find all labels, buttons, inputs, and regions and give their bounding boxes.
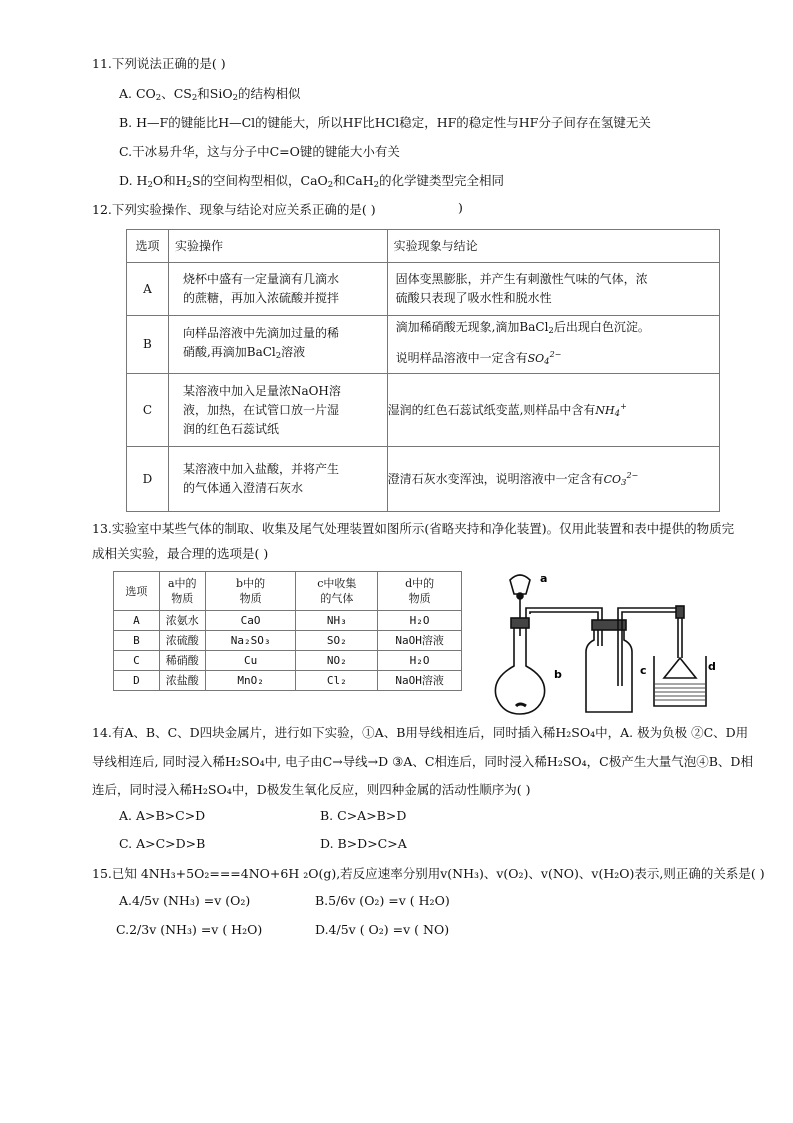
table-cell: 湿润的红色石蕊试纸变蓝,则样品中含有$NH_4^+$ [387, 374, 719, 447]
cell-line: 硫酸只表现了吸水性和脱水性 [395, 291, 552, 305]
cell-line: 的气体通入澄清石灰水 [182, 481, 303, 495]
table-header: d中的 物质 [378, 572, 462, 611]
table-row [127, 447, 720, 512]
table-row [114, 651, 462, 671]
table-cell: CaO [205, 611, 296, 631]
table-cell: C [114, 651, 160, 671]
q12-stem-close: ) [458, 200, 463, 215]
q11-stem: 11.下列说法正确的是( ) [92, 56, 226, 71]
cell-line: 某溶液中加入足量浓NaOH溶 [182, 383, 341, 398]
outlet-tube [618, 608, 682, 686]
table-cell [168, 316, 387, 374]
table-cell: 浓硫酸 [159, 631, 205, 651]
table-cell: Cl₂ [296, 671, 378, 691]
q15-stem: 15.已知 4NH₃+5O₂===4NO+6H ₂O(g),若反应速率分别用v(NH₃)、v(O₂)、v(NO)、v(H₂O)表示,则正确的关系是( ) [92, 866, 765, 881]
table-cell: H₂O [378, 651, 462, 671]
table-row [114, 611, 462, 631]
round-bottom-flask [495, 626, 544, 714]
table-header: 选项 [127, 230, 169, 263]
table-cell: B [114, 631, 160, 651]
table-row [127, 316, 720, 374]
table-cell: 浓盐酸 [159, 671, 205, 691]
q14-option-d: D. B>D>C>A [320, 836, 407, 851]
table-cell: C [127, 374, 169, 447]
ion-formula: $CO_3^{2-}$ [603, 470, 639, 488]
ion-formula: $SO_4^{2-}$ [527, 349, 562, 367]
table-cell: Na₂SO₃ [205, 631, 296, 651]
table-row [127, 263, 720, 316]
table-cell: NO₂ [296, 651, 378, 671]
cell-line: 润的红色石蕊试纸 [182, 421, 279, 436]
table-cell: SO₂ [296, 631, 378, 651]
table-header: c中收集 的气体 [296, 572, 378, 611]
q15-option-c: C.2/3v (NH₃) =v ( H₂O) [116, 922, 263, 937]
funnel-stopcock [517, 593, 523, 599]
q12-table [126, 229, 720, 512]
table-cell: 浓氨水 [159, 611, 205, 631]
table-cell [168, 447, 387, 512]
q14-option-c: C. A>C>D>B [119, 836, 206, 851]
table-cell: NaOH溶液 [378, 631, 462, 651]
inverted-funnel [664, 658, 696, 678]
table-cell: B [127, 316, 169, 374]
table-cell: H₂O [378, 611, 462, 631]
delivery-tube [526, 608, 602, 646]
table-row [127, 374, 720, 447]
ion-formula: $NH_4^+$ [595, 401, 627, 419]
table-cell: MnO₂ [205, 671, 296, 691]
cell-line: 固体变黑膨胀，并产生有刺激性气味的气体，浓 [395, 272, 648, 286]
table-header: b中的 物质 [205, 572, 296, 611]
cell-line: 某溶液中加入盐酸，并将产生 [182, 462, 339, 476]
table-cell [168, 374, 387, 447]
table-row [114, 631, 462, 651]
q15-option-a: A.4/5v (NH₃) =v (O₂) [119, 893, 251, 908]
gas-collecting-bottle [586, 628, 632, 712]
label-b: b [554, 668, 562, 681]
table-cell: 澄清石灰水变浑浊，说明溶液中一定含有$CO_3^{2-}$ [387, 447, 719, 512]
label-c: c [640, 664, 647, 677]
table-row [114, 671, 462, 691]
table-header: 实验现象与结论 [387, 230, 719, 263]
q11-option-c: C.干冰易升华，这与分子中C=O键的键能大小有关 [119, 144, 400, 159]
table-cell: Cu [205, 651, 296, 671]
beaker-liquid [655, 684, 705, 700]
cell-line: 硝酸,再滴加BaCl$_2$溶液 [182, 344, 306, 361]
flask-stopper [511, 618, 529, 628]
beaker [654, 656, 706, 706]
cell-line: 说明样品溶液中一定含有$SO_4^{2-}$ [395, 349, 562, 367]
label-d: d [708, 660, 716, 673]
q11-option-a: A. $CO_2$、$CS_2$和SiO$_2$的结构相似 [119, 86, 301, 103]
table-header: 选项 [114, 572, 160, 611]
gas-apparatus-diagram [490, 566, 730, 716]
q11-option-b: B. H—F的键能比H—Cl的键能大，所以HF比HCl稳定，HF的稳定性与HF分子间存在氢键无关 [119, 115, 651, 130]
table-header: a中的 物质 [159, 572, 205, 611]
table-cell: D [114, 671, 160, 691]
q14-option-a: A. A>B>C>D [119, 808, 206, 823]
q11-option-d: D. $H_2O$和$H_2S$的空间构型相似，CaO$_2$和CaH$_2$的化学键类型完全相同 [119, 173, 505, 190]
bottle-stopper [592, 620, 626, 630]
q13-stem-line1: 13.实验室中某些气体的制取、收集及尾气处理装置如图所示(省略夹持和净化装置)。仅用此装置和表中提供的物质完 [92, 521, 735, 536]
table-header-row [114, 572, 462, 611]
table-cell [387, 263, 719, 316]
q13-stem-line2: 成相关实验，最合理的选项是( ) [92, 546, 269, 561]
cell-line: 烧杯中盛有一定量滴有几滴水 [182, 272, 339, 286]
table-cell [168, 263, 387, 316]
q12-stem: 12.下列实验操作、现象与结论对应关系正确的是( ) [92, 202, 376, 217]
table-cell: D [127, 447, 169, 512]
cell-line: 向样品溶液中先滴加过量的稀 [182, 325, 339, 340]
q15-option-b: B.5/6v (O₂) =v ( H₂O) [315, 893, 450, 908]
q14-line1: 14.有A、B、C、D四块金属片，进行如下实验，①A、B用导线相连后，同时插入稀H₂SO₄中，A. 极为负极 ②C、D用 [92, 725, 749, 740]
table-cell: A [114, 611, 160, 631]
table-cell: 稀硝酸 [159, 651, 205, 671]
cell-line: 滴加稀硝酸无现象,滴加BaCl$_2$后出现白色沉淀。 [395, 319, 650, 336]
q13-table [113, 571, 462, 691]
separatory-funnel [510, 575, 530, 594]
table-cell [387, 316, 719, 374]
cell-line: 液，加热，在试管口放一片湿 [182, 402, 339, 417]
q14-line3: 连后，同时浸入稀H₂SO₄中，D极发生氧化反应，则四种金属的活动性顺序为( ) [92, 782, 531, 797]
table-cell: A [127, 263, 169, 316]
cell-line: 的蔗糖，再加入浓硫酸并搅拌 [182, 291, 339, 305]
table-header: 实验操作 [168, 230, 387, 263]
table-header-row [127, 230, 720, 263]
q14-line2: 导线相连后, 同时浸入稀H₂SO₄中, 电子由C→导线→D ③A、C相连后，同时浸入稀H₂SO₄，C极产生大量气泡④B、D相 [92, 754, 753, 769]
table-cell: NaOH溶液 [378, 671, 462, 691]
label-a: a [540, 572, 548, 585]
table-cell: NH₃ [296, 611, 378, 631]
q15-option-d: D.4/5v ( O₂) =v ( NO) [315, 922, 450, 937]
q14-option-b: B. C>A>B>D [320, 808, 407, 823]
